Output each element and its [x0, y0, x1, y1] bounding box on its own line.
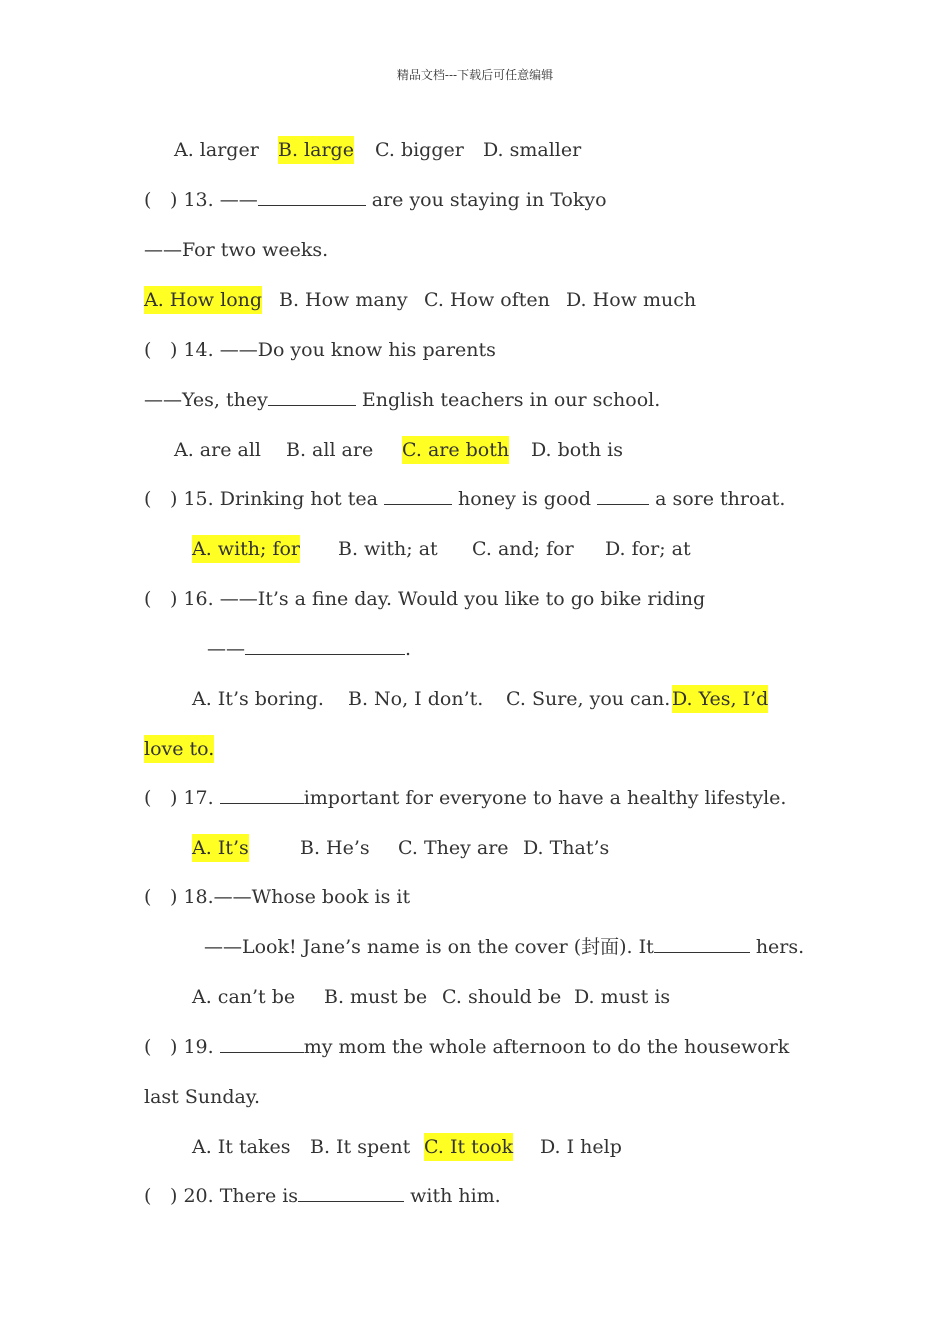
q12-option-a: A. larger: [174, 139, 259, 161]
q13-option-c: C. How often: [424, 289, 550, 311]
q19-option-a: A. It takes: [192, 1136, 291, 1158]
q19-stem-cont: last Sunday.: [144, 1086, 261, 1108]
q19-paren-open: (: [144, 1036, 152, 1058]
q19-stem-text: ) 19. my mom the whole afternoon to do the housework: [170, 1036, 790, 1058]
q13-paren-open: (: [144, 189, 152, 211]
q18-option-b: B. must be: [324, 986, 428, 1008]
q16-blank: [245, 636, 405, 655]
q16-option-d-answer-cont: love to.: [144, 735, 214, 763]
q15-option-d: D. for; at: [605, 538, 691, 560]
q18-response-text: ——Look! Jane’s name is on the cover (封面). It hers.: [204, 936, 805, 958]
q16-option-b: B. No, I don’t.: [348, 688, 484, 710]
q13-blank: [258, 187, 366, 206]
q13-response: ——For two weeks.: [144, 239, 329, 261]
q14-option-c-answer: C. are both: [402, 436, 509, 464]
q14-stem-text: ) 14. ——Do you know his parents: [170, 339, 496, 361]
q15-paren-open: (: [144, 488, 152, 510]
q18-paren-open: (: [144, 886, 152, 908]
q19-option-b: B. It spent: [310, 1136, 411, 1158]
q18-blank: [654, 934, 750, 953]
q13-option-b: B. How many: [279, 289, 408, 311]
q17-option-c: C. They are: [398, 837, 509, 859]
q15-stem-text: ) 15. Drinking hot tea honey is good a sore throat.: [170, 488, 786, 510]
q13-stem-text: ) 13. —— are you staying in Tokyo: [170, 189, 607, 211]
page-header: 精品文档---下载后可任意编辑: [396, 68, 554, 82]
q15-option-c: C. and; for: [472, 538, 574, 560]
q18-stem-text: ) 18.——Whose book is it: [170, 886, 411, 908]
q17-paren-open: (: [144, 787, 152, 809]
q16-response-text: —— .: [207, 638, 412, 660]
q20-stem-text: ) 20. There is with him.: [170, 1185, 501, 1207]
q14-option-d: D. both is: [531, 439, 623, 461]
q16-paren-open: (: [144, 588, 152, 610]
q14-option-a: A. are all: [174, 439, 261, 461]
q14-option-b: B. all are: [286, 439, 374, 461]
q19-option-d: D. I help: [540, 1136, 622, 1158]
q19-option-c-answer: C. It took: [424, 1133, 513, 1161]
q12-option-b-answer: B. large: [278, 136, 354, 164]
q18-option-c: C. should be: [442, 986, 562, 1008]
q17-option-b: B. He’s: [300, 837, 370, 859]
q19-blank: [220, 1034, 304, 1053]
q17-blank: [220, 785, 304, 804]
q16-option-a: A. It’s boring.: [192, 688, 324, 710]
q20-paren-open: (: [144, 1185, 152, 1207]
q18-option-d: D. must is: [574, 986, 671, 1008]
q17-option-a-answer: A. It’s: [192, 834, 249, 862]
q16-stem-text: ) 16. ——It’s a fine day. Would you like to go bike riding: [170, 588, 706, 610]
q15-option-a-answer: A. with; for: [192, 535, 300, 563]
q14-blank: [268, 387, 356, 406]
q16-option-c: C. Sure, you can.: [506, 688, 671, 710]
q17-stem-text: ) 17. important for everyone to have a healthy lifestyle.: [170, 787, 787, 809]
q15-blank-2: [597, 486, 649, 505]
q17-option-d: D. That’s: [523, 837, 610, 859]
q14-response-text: ——Yes, they English teachers in our school.: [144, 389, 661, 411]
q15-blank-1: [384, 486, 452, 505]
q15-option-b: B. with; at: [338, 538, 438, 560]
q12-option-d: D. smaller: [483, 139, 582, 161]
q13-option-a-answer: A. How long: [144, 286, 262, 314]
q20-blank: [298, 1183, 404, 1202]
q14-paren-open: (: [144, 339, 152, 361]
q18-option-a: A. can’t be: [192, 986, 296, 1008]
q13-option-d: D. How much: [566, 289, 697, 311]
q12-option-c: C. bigger: [375, 139, 464, 161]
q16-option-d-answer: D. Yes, I’d: [672, 685, 768, 713]
